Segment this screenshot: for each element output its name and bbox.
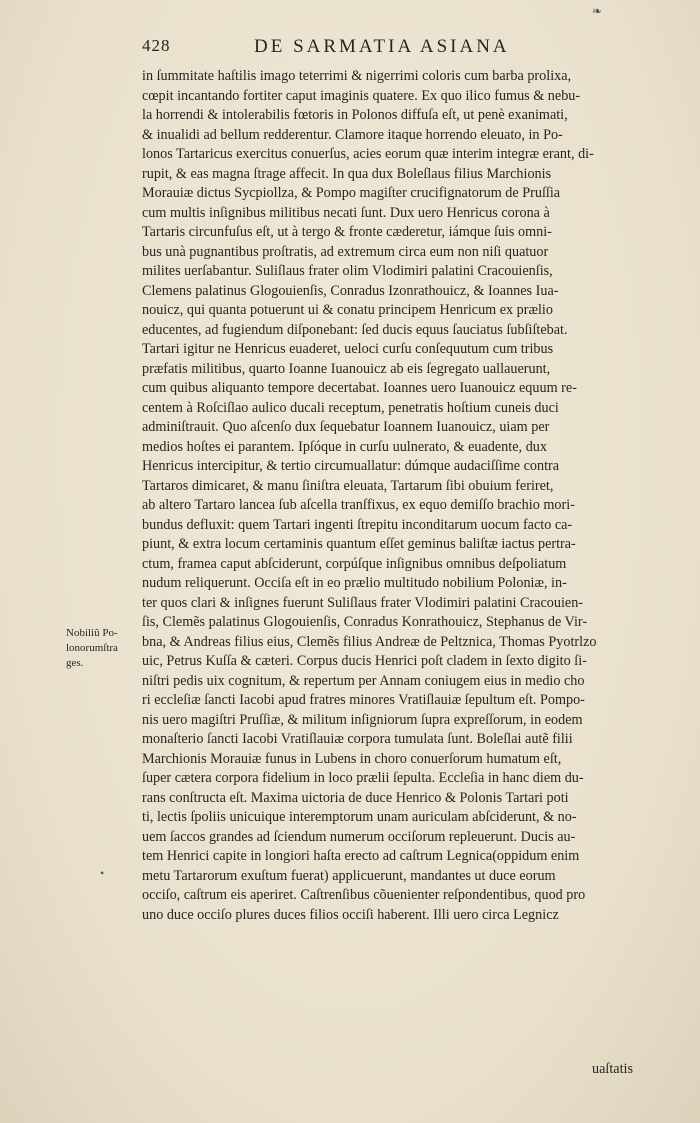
text-line: Marchionis Morauiæ funus in Lubens in choro conuerſorum humatum eſt, — [142, 750, 562, 767]
text-line: ti, lectis ſpoliis unicuique interemptorum unam auriculam abſciderunt, & no- — [142, 809, 577, 825]
text-line: uno duce occiſo plures duces filios occiſi haberent. Illi uero circa Legnicz — [142, 906, 559, 923]
text-line: Tartari igitur ne Henricus euaderet, ueloci curſu conſequutum cum tribus — [142, 341, 554, 357]
text-line: Clemens palatinus Glogouienſis, Conradus Izonrathouicz, & Ioannes Iua- — [142, 282, 559, 299]
text-line: nis uero magiſtri Pruſſiæ, & militum inſigniorum ſupra expreſſorum, in eodem — [142, 711, 583, 728]
text-line: milites uerſabantur. Suliſlaus frater olim Vlodimiri palatini Cracouienſis, — [142, 263, 553, 279]
marginal-note-line: ges. — [66, 657, 84, 669]
text-line: niſtri pedis uix cognitum, & repertum per Annam coniugem eius in medio cho — [142, 672, 585, 689]
text-line: bna, & Andreas filius eius, Clemẽs filius Andreæ de Peltznica, Thomas Pyotrlzo — [142, 633, 597, 650]
text-line: tem Henrici capite in longiori haſta erecto ad caſtrum Legnica(oppidum enim — [142, 848, 580, 864]
text-line: ctum, framea caput abſciderunt, corpúſque inſignibus omnibus deſpoliatum — [142, 555, 567, 572]
text-line: centem à Roſciſlao aulico ducali receptum, penetratis hoſtium cuneis duci — [142, 399, 559, 416]
text-line: ter quos clari & inſignes fuerunt Suliſlaus frater Vlodimiri palatini Cracouien- — [142, 594, 584, 611]
text-line: rupit, & eas magna ſtrage affecit. In qua dux Boleſlaus filius Marchionis — [142, 165, 552, 182]
text-line: Henricus intercipitur, & tertio circumuallatur: dúmque audaciſſime contra — [142, 458, 560, 474]
text-line: cum quibus aliquanto tempore decertabat. Ioannes uero Iuanouicz equum re- — [142, 380, 577, 396]
text-line: Tartaros dimicaret, & manu ſiniſtra eleuata, Tartarum ſibi obuium feriret, — [142, 477, 554, 494]
text-line: lonos Tartaricus exercitus conuerſus, acies eorum quæ interim integræ erant, di- — [142, 146, 594, 162]
text-line: ſuper cætera corpora fidelium in loco prælii ſepulta. Eccleſia in hanc diem du- — [142, 770, 584, 786]
text-line: ſis, Clemẽs palatinus Glogouienſis, Conradus Konrathouicz, Stephanus de Vir- — [142, 614, 588, 630]
text-line: uic, Petrus Kuſſa & cæteri. Corpus ducis Henrici poſt cladem in ſexto digito ſi- — [142, 653, 587, 669]
margin-dot-mark: • — [100, 866, 105, 880]
catchword: uaſtatis — [592, 1061, 633, 1077]
body-text — [142, 67, 597, 925]
text-line: cœpit incantando fortiter caput imaginis quatere. Ex quo ilico fumus & nebu- — [142, 87, 581, 104]
text-line: ri eccleſiæ ſancti Iacobi apud fratres minores Vratiſlauiæ ſepultum eſt. Pompo- — [142, 692, 585, 708]
text-line: medios hoſtes ei parantem. Ipſóque in curſu uulnerato, & euadente, dux — [142, 438, 547, 455]
text-line: præfatis militibus, quarto Ioanne Iuanouicz ab eis ſegregato uallauerunt, — [142, 360, 551, 377]
text-line: bundus defluxit: quem Tartari ingenti ſtrepitu inconditarum uocum facto ca- — [142, 516, 573, 533]
text-line: metu Tartarorum exuſtum fuerat) applicuerunt, mandantes ut duce eorum — [142, 867, 556, 884]
text-line: nudum reliquerunt. Occiſa eſt in eo prælio multitudo nobilium Poloniæ, in- — [142, 575, 567, 591]
text-line: educentes, ad fugiendum diſponebant: ſed ducis equus ſauciatus ſubſiſtebat. — [142, 321, 568, 338]
running-title: DE SARMATIA ASIANA — [254, 36, 510, 57]
text-line: adminiſtrauit. Quo aſcenſo dux ſequebatur Ioannem Iuanouicz, uiam per — [142, 419, 550, 435]
text-line: rans conſtructa eſt. Maxima uictoria de duce Henrico & Polonis Tartari poti — [142, 789, 569, 806]
marginal-note — [66, 626, 140, 671]
text-line: nouicz, qui quanta potuerunt ui & conatu principem Henricum ex prælio — [142, 302, 553, 318]
marginal-note-line: Nobiliũ Po- — [66, 627, 118, 639]
text-line: cum multis inſignibus militibus necati ſunt. Dux uero Henricus corona à — [142, 204, 550, 221]
marginal-note-line: lonorumſtra — [66, 642, 118, 654]
text-line: piunt, & extra locum certaminis quantum eſſet geminus baliſtæ iactus pertra- — [142, 536, 576, 552]
page-header — [142, 36, 542, 60]
text-line: uem ſaccos grandes ad ſciendum numerum occiſorum repleuerunt. Ducis au- — [142, 828, 576, 845]
text-line: & inualidi ad bellum redderentur. Clamore itaque horrendo eleuato, in Po- — [142, 126, 563, 143]
text-line: ab altero Tartaro lancea ſub aſcella tranſfixus, ex equo demiſſo brachio mori- — [142, 497, 575, 513]
corner-ornament-mark: ❧ — [592, 4, 603, 18]
text-line: Tartaris circunfuſus eſt, ut à tergo & fronte cæderetur, iámque ſuis omni- — [142, 224, 552, 240]
text-line: Morauiæ dictus Sycpiollza, & Pompo magiſter crucifignatorum de Pruſſia — [142, 185, 561, 201]
page-number: 428 — [142, 36, 171, 55]
text-line: monaſterio ſancti Iacobi Vratiſlauiæ corpora tumulata ſunt. Boleſlai autẽ filii — [142, 731, 573, 747]
text-line: occiſo, caſtrum eis aperiret. Caſtrenſibus cõuenienter reſpondentibus, quod pro — [142, 887, 586, 903]
text-line: in ſummitate haſtilis imago teterrimi & nigerrimi coloris cum barba prolixa, — [142, 68, 572, 84]
text-line: bus unà pugnantibus proſtratis, ad extremum circa eum non niſi quatuor — [142, 243, 549, 260]
text-line: la horrendi & intolerabilis fœtoris in Polonos diffuſa eſt, ut penè exanimati, — [142, 107, 568, 123]
